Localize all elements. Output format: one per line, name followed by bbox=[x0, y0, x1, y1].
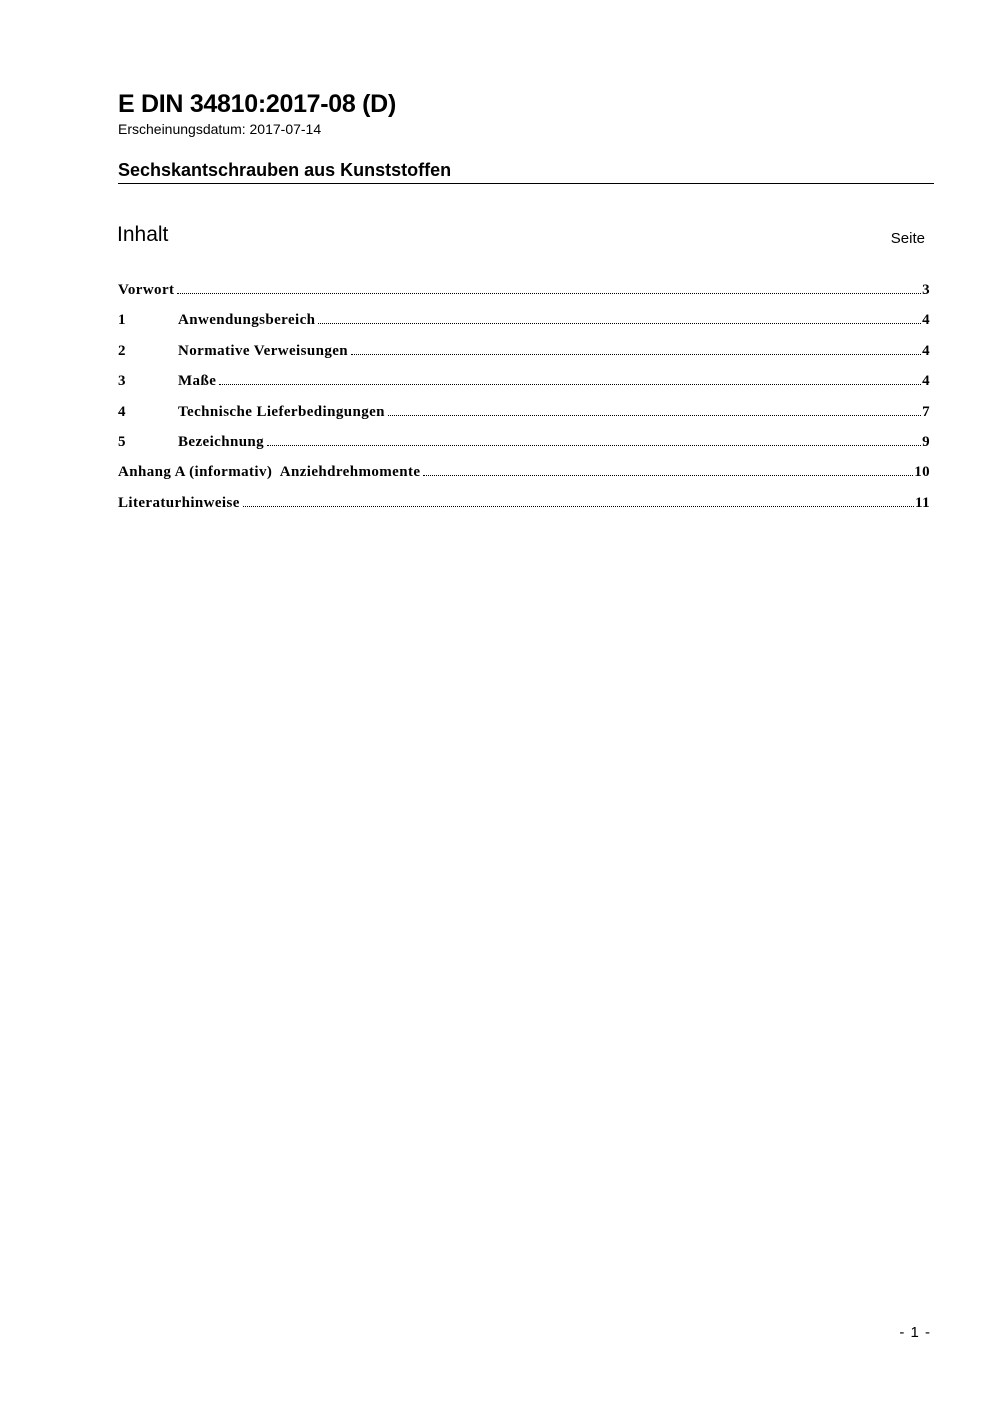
document-title: Sechskantschrauben aus Kunststoffen bbox=[118, 160, 452, 180]
toc-entry-page: 10 bbox=[914, 464, 930, 481]
toc-entry-number: 4 bbox=[118, 403, 126, 420]
toc-entry-label: Anhang A (informativ) Anziehdrehmomente bbox=[118, 464, 421, 481]
toc-leader-dots bbox=[177, 293, 921, 294]
toc-entry-page: 11 bbox=[915, 494, 930, 511]
publication-date: Erscheinungsdatum: 2017-07-14 bbox=[118, 121, 322, 137]
toc-entry-bezeichnung[interactable] bbox=[118, 432, 930, 462]
toc-entry-normative-verweisungen[interactable] bbox=[118, 341, 930, 371]
toc-entry-literaturhinweise[interactable] bbox=[118, 493, 930, 523]
footer-page-number: - 1 - bbox=[899, 1324, 931, 1341]
toc-entry-number: 1 bbox=[118, 312, 126, 329]
toc-entry-label: Vorwort bbox=[118, 282, 175, 298]
table-of-contents bbox=[118, 280, 930, 523]
toc-heading: Inhalt bbox=[117, 223, 169, 246]
toc-entry-technische-lieferbedingungen[interactable] bbox=[118, 402, 930, 432]
toc-entry-number: 2 bbox=[118, 342, 126, 359]
document-id: E DIN 34810:2017-08 (D) bbox=[118, 90, 396, 118]
toc-entry-label: Anwendungsbereich bbox=[178, 312, 316, 329]
toc-entry-vorwort[interactable] bbox=[118, 280, 930, 310]
toc-entry-page: 9 bbox=[922, 433, 930, 450]
toc-entry-number: 3 bbox=[118, 373, 126, 390]
toc-leader-dots bbox=[318, 323, 921, 324]
toc-entry-page: 4 bbox=[922, 312, 930, 329]
toc-leader-dots bbox=[423, 475, 913, 476]
toc-entry-anhang-a[interactable] bbox=[118, 462, 930, 492]
toc-entry-anwendungsbereich[interactable] bbox=[118, 310, 930, 340]
toc-leader-dots bbox=[219, 384, 921, 385]
toc-entry-number: 5 bbox=[118, 433, 126, 450]
toc-leader-dots bbox=[351, 354, 921, 355]
toc-entry-page: 4 bbox=[922, 373, 930, 390]
toc-entry-page: 3 bbox=[922, 282, 930, 298]
toc-entry-label: Normative Verweisungen bbox=[178, 342, 349, 359]
toc-entry-page: 7 bbox=[922, 403, 930, 420]
toc-leader-dots bbox=[267, 445, 921, 446]
toc-entry-label: Maße bbox=[178, 373, 217, 390]
title-divider bbox=[118, 183, 934, 184]
toc-leader-dots bbox=[243, 506, 914, 507]
toc-entry-label: Literaturhinweise bbox=[118, 494, 240, 511]
toc-entry-masse[interactable] bbox=[118, 371, 930, 401]
toc-entry-page: 4 bbox=[922, 342, 930, 359]
toc-leader-dots bbox=[388, 415, 921, 416]
toc-entry-label: Bezeichnung bbox=[178, 433, 265, 450]
toc-entry-label: Technische Lieferbedingungen bbox=[178, 403, 385, 420]
toc-page-column-label: Seite bbox=[890, 230, 925, 247]
